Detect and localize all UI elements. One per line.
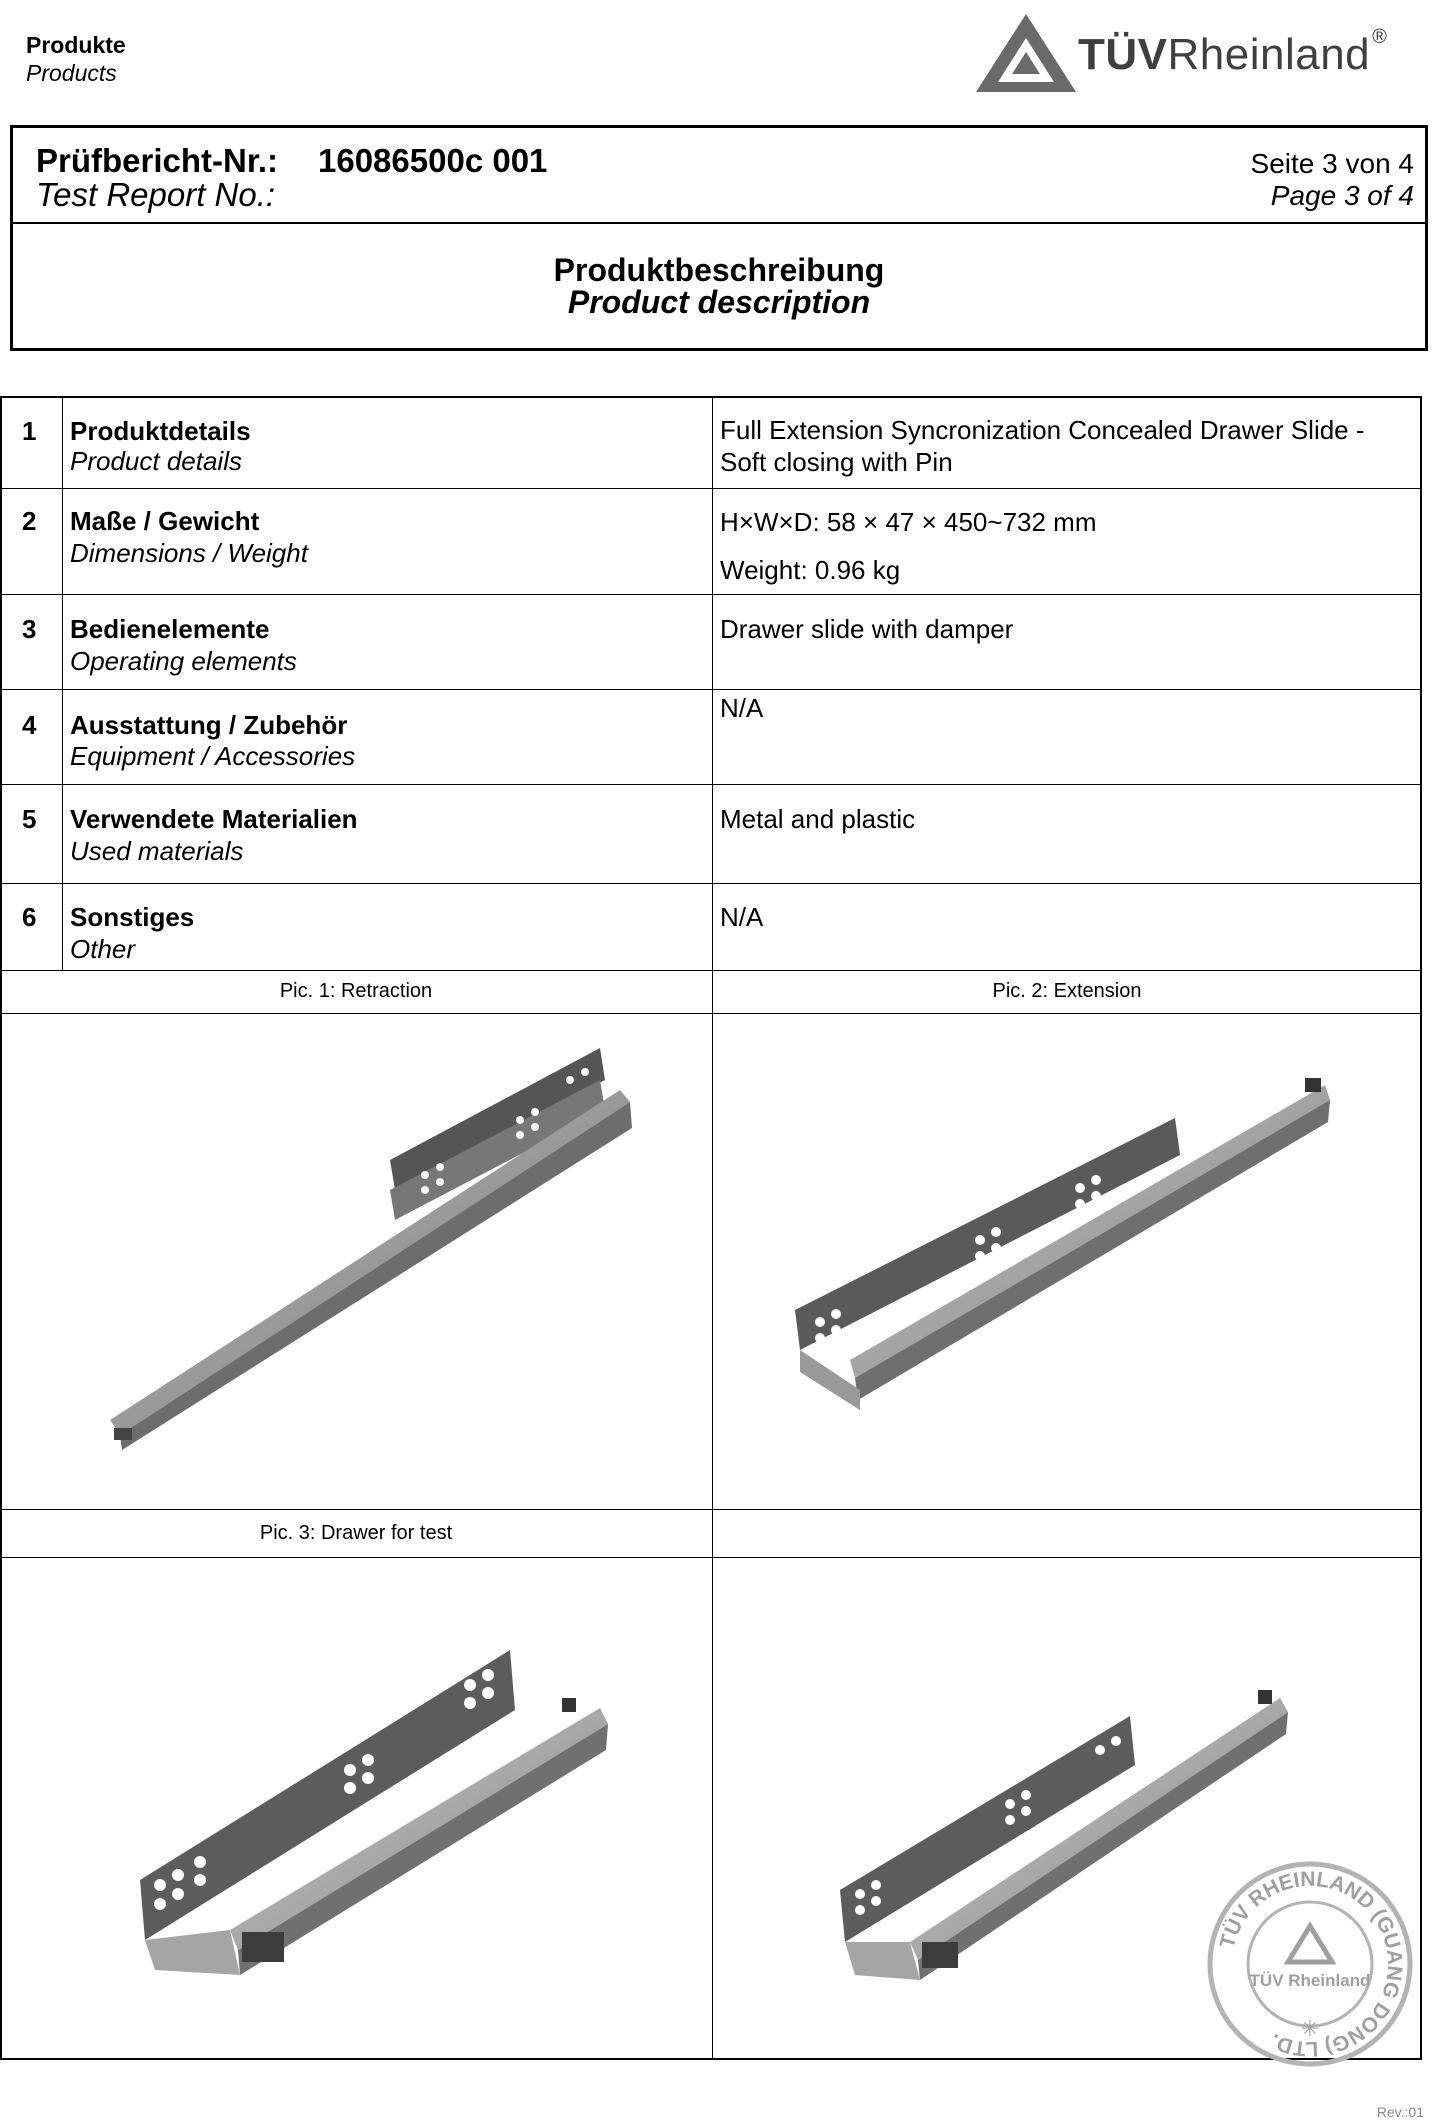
table-col-divider-value bbox=[712, 396, 713, 2060]
section-title-en: Products bbox=[26, 60, 117, 86]
row-value-line: N/A bbox=[720, 902, 764, 932]
row-label-en: Dimensions / Weight bbox=[70, 538, 308, 568]
revision-label: Rev.:01 bbox=[1376, 2104, 1424, 2120]
logo-wordmark-rest: Rheinland bbox=[1167, 30, 1371, 79]
row-label-de: Ausstattung / Zubehör bbox=[70, 710, 348, 740]
row-value-line: H×W×D: 58 × 47 × 450~732 mm bbox=[720, 507, 1097, 537]
section-title-de: Produkte bbox=[26, 32, 126, 58]
logo-wordmark-bold: TÜV bbox=[1078, 30, 1168, 79]
row-label-en: Used materials bbox=[70, 836, 244, 866]
row-value-line: N/A bbox=[720, 693, 764, 723]
report-header-divider bbox=[10, 222, 1428, 224]
registered-mark: ® bbox=[1372, 26, 1388, 48]
stamp-star-icon: ✳ bbox=[1300, 2017, 1320, 2042]
row-label-de: Sonstiges bbox=[70, 902, 195, 932]
table-border-right bbox=[1420, 396, 1422, 2060]
table-row-divider bbox=[0, 970, 1422, 971]
table-border-top bbox=[0, 396, 1422, 398]
table-border-left bbox=[0, 396, 2, 2060]
table-row-divider bbox=[0, 883, 1422, 884]
row-value-line: Weight: 0.96 kg bbox=[720, 555, 901, 585]
row-label-en: Other bbox=[70, 934, 136, 964]
section-heading-de: Produktbeschreibung bbox=[553, 252, 885, 288]
row-label-de: Bedienelemente bbox=[70, 614, 270, 644]
report-number-value: 16086500c 001 bbox=[318, 142, 548, 179]
page-indicator-en: Page 3 of 4 bbox=[1270, 180, 1414, 211]
row-value-line: Metal and plastic bbox=[720, 804, 916, 834]
row-label-de: Maße / Gewicht bbox=[70, 506, 260, 536]
table-row-divider bbox=[0, 1557, 1422, 1558]
row-label-en: Product details bbox=[70, 446, 242, 476]
page-indicator-de: Seite 3 von 4 bbox=[1250, 148, 1414, 179]
picture-caption: Pic. 3: Drawer for test bbox=[259, 1522, 453, 1544]
company-stamp bbox=[1206, 1860, 1414, 2068]
table-row-divider bbox=[0, 488, 1422, 489]
row-label-en: Equipment / Accessories bbox=[70, 741, 356, 771]
section-heading-en: Product description bbox=[567, 284, 871, 320]
stamp-ring-text: TÜV RHEINLAND (GUANG DONG) LTD. bbox=[1215, 1867, 1407, 2061]
row-label-en: Operating elements bbox=[70, 646, 297, 676]
row-value bbox=[720, 414, 1365, 478]
row-value-line: Soft closing with Pin bbox=[720, 447, 953, 477]
report-number-label-de: Prüfbericht-Nr.: bbox=[36, 142, 279, 179]
picture-caption: Pic. 1: Retraction bbox=[279, 980, 433, 1002]
row-value-line: Drawer slide with damper bbox=[720, 614, 1014, 644]
logo-wordmark bbox=[1078, 26, 1388, 80]
table-row-divider bbox=[0, 1509, 1422, 1510]
drawer-for-test-photo bbox=[130, 1640, 620, 1980]
row-number: 2 bbox=[22, 506, 37, 536]
drawer-slide-retracted-photo bbox=[100, 1040, 640, 1450]
row-value-line: Full Extension Syncronization Concealed Drawer Slide - bbox=[720, 415, 1365, 445]
report-number-label-en: Test Report No.: bbox=[36, 176, 276, 213]
stamp-center-text: TÜV Rheinland bbox=[1249, 1971, 1371, 1990]
row-number: 4 bbox=[22, 710, 37, 740]
row-number: 5 bbox=[22, 804, 37, 834]
table-row-divider bbox=[0, 784, 1422, 785]
table-row-divider bbox=[0, 689, 1422, 690]
row-number: 1 bbox=[22, 416, 37, 446]
table-row-divider bbox=[0, 1013, 1422, 1014]
row-label-de: Verwendete Materialien bbox=[70, 804, 358, 834]
picture-caption: Pic. 2: Extension bbox=[992, 980, 1142, 1002]
row-number: 3 bbox=[22, 614, 37, 644]
row-number: 6 bbox=[22, 902, 37, 932]
row-label-de: Produktdetails bbox=[70, 416, 251, 446]
table-row-divider bbox=[0, 594, 1422, 595]
drawer-slide-extended-photo bbox=[780, 1060, 1340, 1420]
